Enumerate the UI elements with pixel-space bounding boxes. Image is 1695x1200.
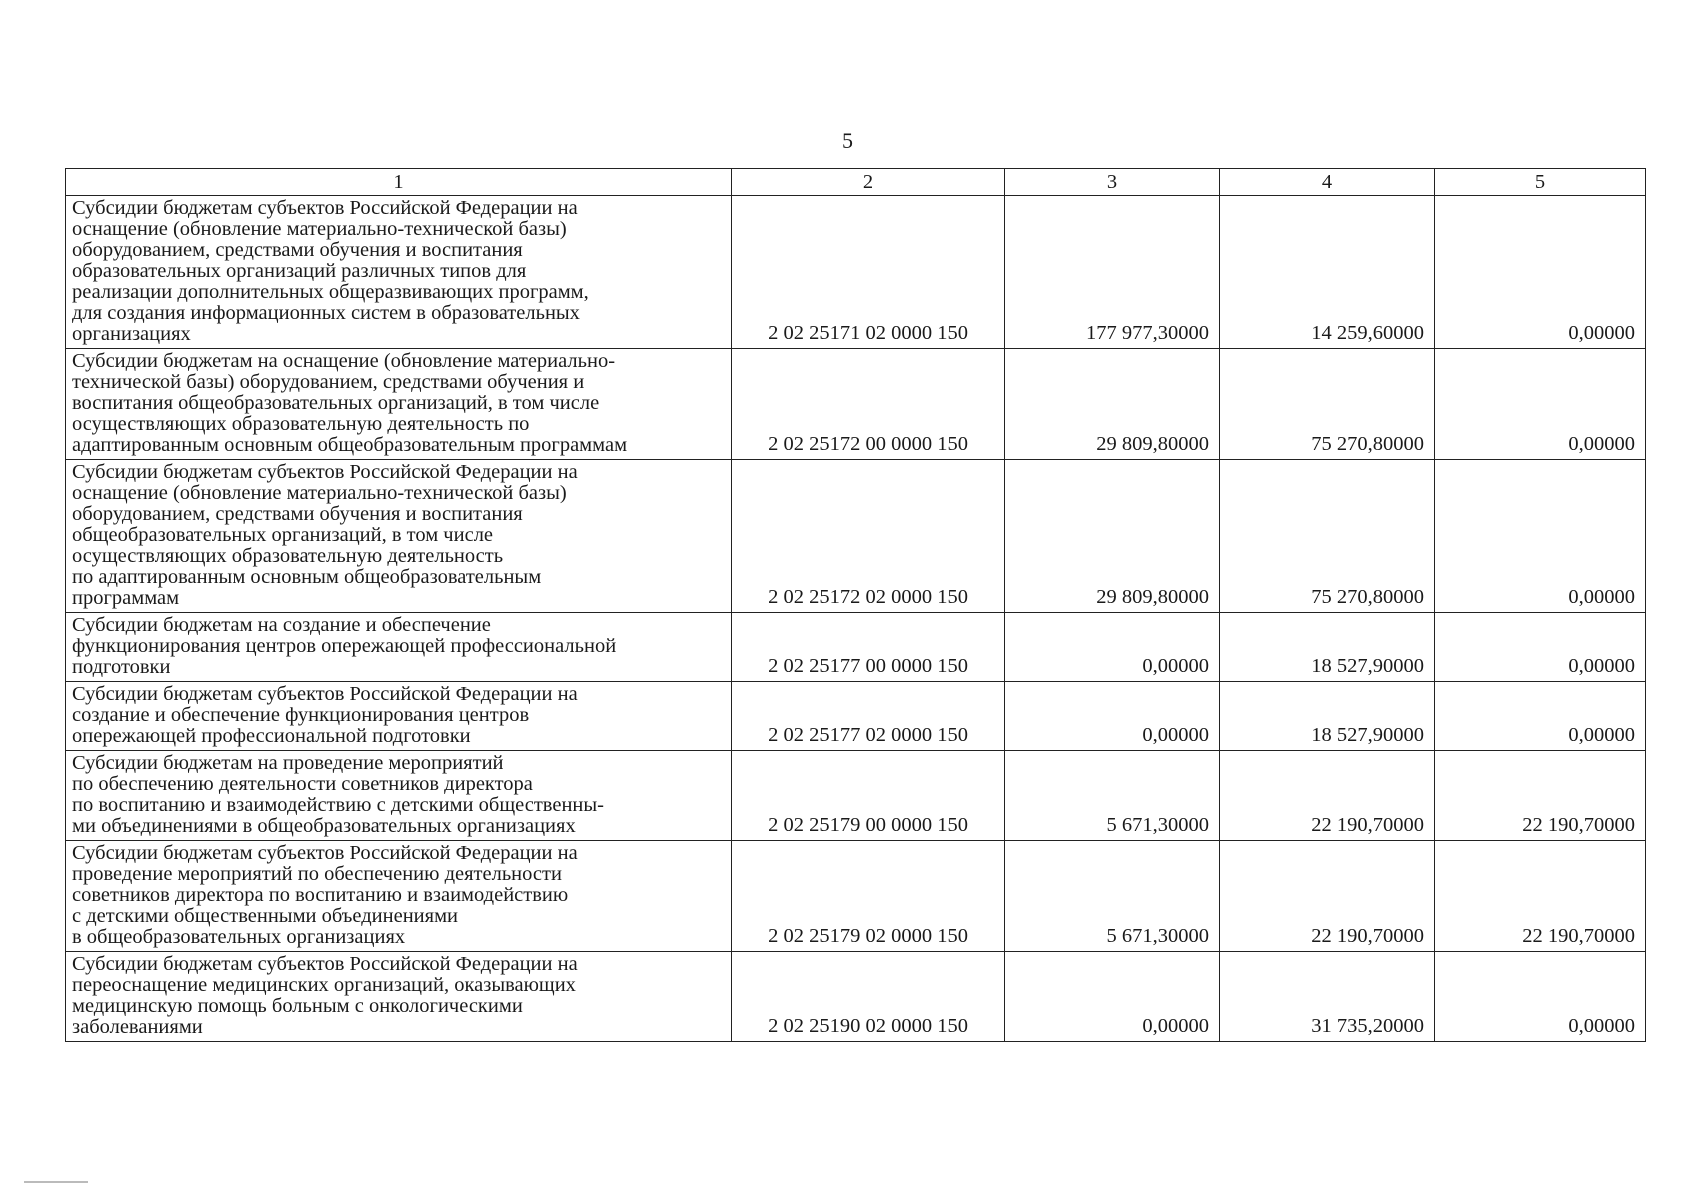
amount-col5-cell: 0,00000 (1435, 460, 1646, 613)
description-line: по обеспечению деятельности советников директора (72, 773, 533, 795)
budget-code-cell: 2 02 25190 02 0000 150 (732, 952, 1005, 1042)
table-header (66, 169, 1646, 196)
amount-col3-cell: 29 809,80000 (1005, 349, 1220, 460)
description-line: переоснащение медицинских организаций, оказывающих (72, 974, 576, 996)
description-line: в общеобразовательных организациях (72, 926, 406, 948)
budget-code-cell: 2 02 25179 00 0000 150 (732, 751, 1005, 841)
description-cell (66, 349, 732, 460)
scan-artifact (24, 1181, 88, 1183)
header-row (66, 169, 1646, 196)
table-body (66, 196, 1646, 1042)
description-line: Субсидии бюджетам на проведение мероприятий (72, 752, 504, 774)
column-header-2: 2 (732, 169, 1005, 196)
table-row (66, 196, 1646, 349)
amount-col5-cell: 0,00000 (1435, 349, 1646, 460)
amount-col5-cell: 22 190,70000 (1435, 751, 1646, 841)
description-line: оборудованием, средствами обучения и воспитания (72, 503, 523, 525)
amount-col3-cell: 29 809,80000 (1005, 460, 1220, 613)
description-cell (66, 952, 732, 1042)
description-line: реализации дополнительных общеразвивающих программ, (72, 281, 589, 303)
description-line: оснащение (обновление материально-технической базы) (72, 482, 567, 504)
description-line: оснащение (обновление материально-технической базы) (72, 218, 567, 240)
description-line: с детскими общественными объединениями (72, 905, 459, 927)
description-line: Субсидии бюджетам субъектов Российской Федерации на (72, 197, 578, 219)
description-line: осуществляющих образовательную деятельность по (72, 413, 530, 435)
amount-col3-cell: 0,00000 (1005, 613, 1220, 682)
description-line: подготовки (72, 656, 171, 678)
page-number: 5 (842, 128, 853, 153)
description-line: Субсидии бюджетам субъектов Российской Федерации на (72, 683, 578, 705)
amount-col3-cell: 5 671,30000 (1005, 841, 1220, 952)
description-line: советников директора по воспитанию и взаимодействию (72, 884, 569, 906)
amount-col5-cell: 0,00000 (1435, 613, 1646, 682)
description-cell (66, 196, 732, 349)
amount-col3-cell: 0,00000 (1005, 952, 1220, 1042)
description-line: для создания информационных систем в образовательных (72, 302, 580, 324)
table-row (66, 952, 1646, 1042)
budget-code-cell: 2 02 25172 02 0000 150 (732, 460, 1005, 613)
description-line: воспитания общеобразовательных организаций, в том числе (72, 392, 600, 414)
amount-col4-cell: 14 259,60000 (1220, 196, 1435, 349)
description-line: Субсидии бюджетам субъектов Российской Федерации на (72, 842, 578, 864)
description-line: ми объединениями в общеобразовательных организациях (72, 815, 576, 837)
amount-col4-cell: 22 190,70000 (1220, 841, 1435, 952)
description-line: общеобразовательных организаций, в том числе (72, 524, 494, 546)
description-line: организациях (72, 323, 191, 345)
description-line: опережающей профессиональной подготовки (72, 725, 471, 747)
description-line: образовательных организаций различных типов для (72, 260, 527, 282)
budget-code-cell: 2 02 25171 02 0000 150 (732, 196, 1005, 349)
budget-code-cell: 2 02 25177 02 0000 150 (732, 682, 1005, 751)
column-header-3: 3 (1005, 169, 1220, 196)
amount-col3-cell: 177 977,30000 (1005, 196, 1220, 349)
column-header-4: 4 (1220, 169, 1435, 196)
budget-code-cell: 2 02 25172 00 0000 150 (732, 349, 1005, 460)
amount-col4-cell: 22 190,70000 (1220, 751, 1435, 841)
description-line: заболеваниями (72, 1016, 203, 1038)
description-cell (66, 460, 732, 613)
description-cell (66, 841, 732, 952)
table-row (66, 460, 1646, 613)
description-cell (66, 682, 732, 751)
description-cell (66, 751, 732, 841)
description-line: оборудованием, средствами обучения и воспитания (72, 239, 523, 261)
amount-col4-cell: 75 270,80000 (1220, 349, 1435, 460)
amount-col3-cell: 0,00000 (1005, 682, 1220, 751)
amount-col5-cell: 0,00000 (1435, 682, 1646, 751)
description-line: Субсидии бюджетам на создание и обеспечение (72, 614, 491, 636)
description-line: медицинскую помощь больным с онкологическими (72, 995, 523, 1017)
description-line: функционирования центров опережающей профессиональной (72, 635, 617, 657)
table-row (66, 349, 1646, 460)
description-line: программам (72, 587, 180, 609)
amount-col5-cell: 0,00000 (1435, 952, 1646, 1042)
description-cell (66, 613, 732, 682)
description-line: создание и обеспечение функционирования центров (72, 704, 530, 726)
amount-col4-cell: 31 735,20000 (1220, 952, 1435, 1042)
table-row (66, 841, 1646, 952)
amount-col4-cell: 18 527,90000 (1220, 613, 1435, 682)
description-line: осуществляющих образовательную деятельность (72, 545, 504, 567)
table-row (66, 751, 1646, 841)
description-line: Субсидии бюджетам субъектов Российской Федерации на (72, 461, 578, 483)
budget-code-cell: 2 02 25177 00 0000 150 (732, 613, 1005, 682)
description-line: по адаптированным основным общеобразовательным (72, 566, 542, 588)
budget-code-cell: 2 02 25179 02 0000 150 (732, 841, 1005, 952)
description-line: Субсидии бюджетам субъектов Российской Федерации на (72, 953, 578, 975)
description-line: Субсидии бюджетам на оснащение (обновление материально- (72, 350, 616, 372)
amount-col4-cell: 18 527,90000 (1220, 682, 1435, 751)
description-line: по воспитанию и взаимодействию с детскими общественны- (72, 794, 604, 816)
description-line: адаптированным основным общеобразовательным программам (72, 434, 628, 456)
table-row (66, 682, 1646, 751)
description-line: проведение мероприятий по обеспечению деятельности (72, 863, 562, 885)
column-header-5: 5 (1435, 169, 1646, 196)
amount-col5-cell: 0,00000 (1435, 196, 1646, 349)
amount-col5-cell: 22 190,70000 (1435, 841, 1646, 952)
amount-col3-cell: 5 671,30000 (1005, 751, 1220, 841)
amount-col4-cell: 75 270,80000 (1220, 460, 1435, 613)
column-header-1: 1 (66, 169, 732, 196)
budget-table (65, 168, 1646, 1042)
table-row (66, 613, 1646, 682)
description-line: технической базы) оборудованием, средствами обучения и (72, 371, 585, 393)
